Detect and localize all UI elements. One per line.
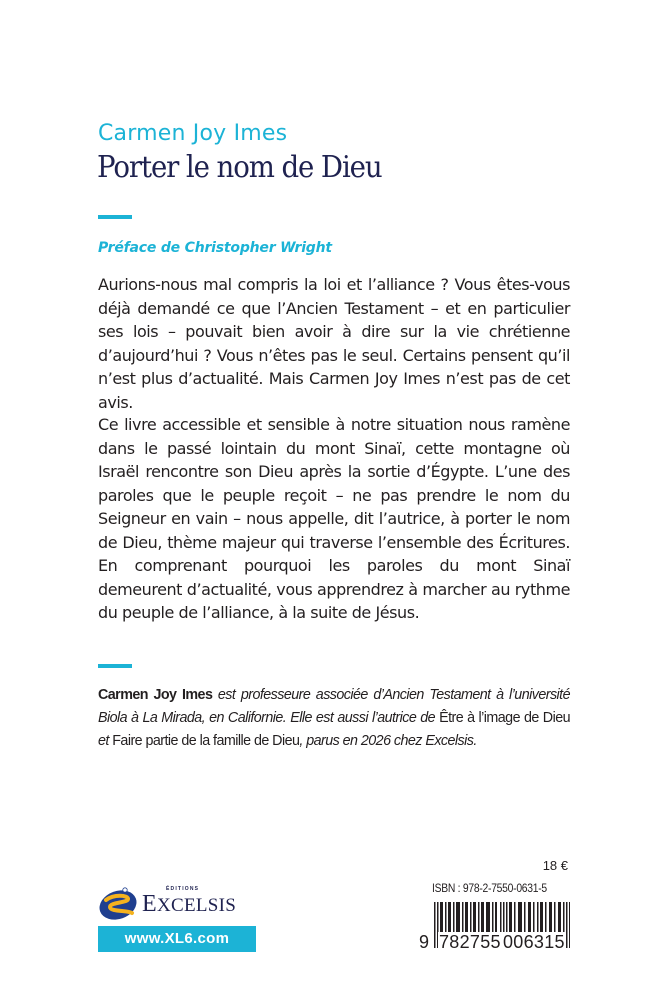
blurb-paragraph-2: Ce livre accessible et sensible à notre situation nous ramène dans le passé lointain du mont Sinaï, cette montagne où Israël rencontre son Dieu après la sortie d’Égypte. L’une des paroles que le peuple reçoit – ne pas prendre le nom du Seigneur en vain – nous appelle, dit l’autrice, à porter le nom de Dieu, thème majeur qui traverse l’ensemble des Écritures. En comprenant pourquoi les paroles du mont Sinaï demeurent d’actualité, vous apprendrez à marcher au rythme du peuple de l’alliance, à la suite de Jésus. (98, 415, 570, 622)
isbn-label: ISBN : 978-2-7550-0631-5 (432, 883, 547, 895)
bio-author-name: Carmen Joy Imes (98, 687, 213, 703)
accent-divider (98, 215, 132, 219)
wordmark-initial: E (142, 891, 157, 917)
publisher-url[interactable]: www.XL6.com (98, 926, 256, 952)
author-name: Carmen Joy Imes (98, 121, 288, 146)
bio-book-title: Faire partie de la famille de Dieu (112, 733, 300, 749)
bio-text: est professeure associée d’Ancien Testament à l’université Biola à La Mirada, en Californie. Elle est aussi l’autrice de (98, 687, 570, 726)
barcode-digits (418, 932, 578, 954)
barcode-digits-right: 006315 (503, 932, 565, 952)
accent-divider (98, 664, 132, 668)
barcode-digit-first: 9 (419, 932, 430, 952)
blurb-paragraph-1: Aurions-nous mal compris la loi et l’alliance ? Vous êtes-vous déjà demandé ce que l’Ancien Testament – et en particulier ses lois – pouvait bien avoir à dire sur la vie chrétienne d’aujourd’hui ? Vous n’êtes pas le seul. Certains pensent qu’il n’est plus d’actualité. Mais Carmen Joy Imes n’est pas de cet avis. (98, 275, 570, 412)
price-label: 18 € (542, 858, 568, 873)
bio-text: et (98, 733, 113, 749)
publisher-wordmark (142, 891, 236, 918)
preface-credit: Préface de Christopher Wright (98, 240, 332, 256)
barcode-digits-left: 782755 (439, 932, 501, 952)
editions-label: ÉDITIONS (166, 886, 200, 892)
wordmark-rest: XCELSIS (156, 895, 237, 916)
book-title: Porter le nom de Dieu (97, 150, 382, 185)
bio-book-title: Être à l’image de Dieu (439, 710, 570, 726)
excelsis-emblem-icon (98, 886, 138, 920)
bio-text: , parus en 2026 chez Excelsis. (299, 733, 477, 749)
publisher-logo (98, 884, 268, 924)
author-bio (98, 684, 570, 753)
